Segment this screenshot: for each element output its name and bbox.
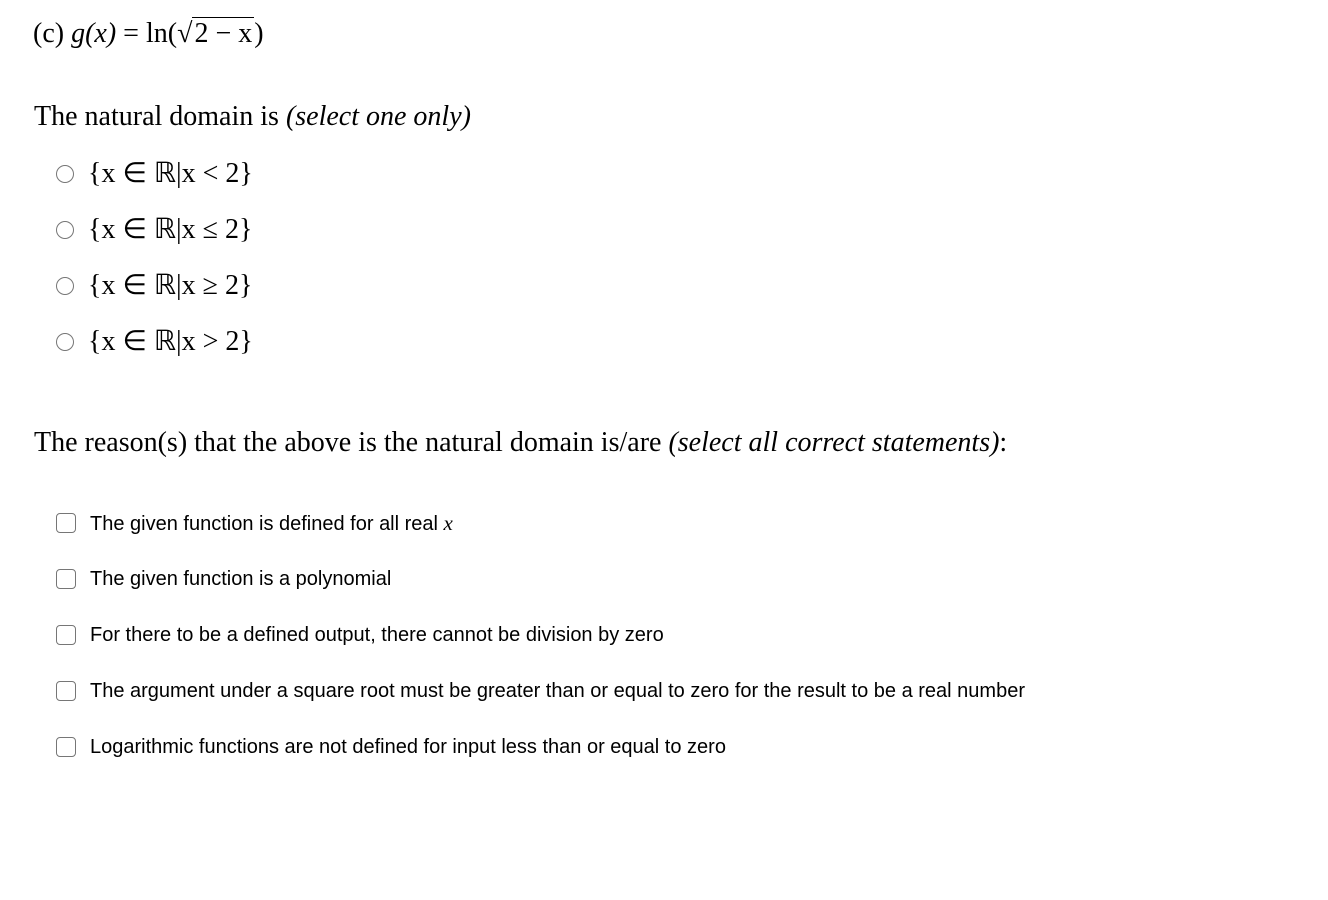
reason-option-label: For there to be a defined output, there cannot be division by zero bbox=[90, 624, 664, 646]
reason-option-label bbox=[90, 509, 453, 538]
radio-button[interactable] bbox=[56, 165, 74, 183]
function-name: g(x) bbox=[71, 18, 117, 49]
radio-button[interactable] bbox=[56, 221, 74, 239]
radicand: 2 − x bbox=[194, 18, 253, 49]
reason-option-5[interactable] bbox=[56, 719, 1025, 775]
reason-option-4[interactable] bbox=[56, 663, 1025, 719]
reason-option-label: Logarithmic functions are not defined for input less than or equal to zero bbox=[90, 736, 726, 758]
checkbox[interactable] bbox=[56, 625, 76, 645]
reason-option-label: The argument under a square root must be greater than or equal to zero for the result to be a real number bbox=[90, 680, 1025, 702]
domain-option-label: {x ∈ ℝ|x > 2} bbox=[88, 326, 253, 357]
square-root: √2 − x bbox=[177, 18, 253, 49]
radio-button[interactable] bbox=[56, 333, 74, 351]
domain-prompt-text: The natural domain is bbox=[34, 101, 279, 132]
domain-option-4[interactable] bbox=[56, 314, 253, 370]
reason-prompt bbox=[34, 423, 1007, 463]
reason-prompt-text: The reason(s) that the above is the natural domain is/are bbox=[34, 427, 662, 458]
reason-prompt-suffix: : bbox=[999, 427, 1008, 458]
domain-option-1[interactable] bbox=[56, 146, 253, 202]
reason-option-text: The given function is defined for all real bbox=[90, 512, 438, 535]
part-label: (c) bbox=[33, 18, 65, 49]
domain-option-label: {x ∈ ℝ|x ≥ 2} bbox=[88, 270, 253, 301]
reason-option-math: x bbox=[443, 510, 453, 535]
domain-option-3[interactable] bbox=[56, 258, 253, 314]
domain-radio-group bbox=[56, 146, 253, 370]
reason-option-2[interactable] bbox=[56, 551, 1025, 607]
domain-option-2[interactable] bbox=[56, 202, 253, 258]
domain-option-label: {x ∈ ℝ|x ≤ 2} bbox=[88, 214, 253, 245]
radio-button[interactable] bbox=[56, 277, 74, 295]
domain-option-label: {x ∈ ℝ|x < 2} bbox=[88, 158, 253, 189]
checkbox[interactable] bbox=[56, 513, 76, 533]
reason-checkbox-group bbox=[56, 495, 1025, 775]
reason-option-label: The given function is a polynomial bbox=[90, 568, 392, 590]
domain-prompt bbox=[34, 97, 471, 137]
checkbox[interactable] bbox=[56, 681, 76, 701]
reason-option-1[interactable] bbox=[56, 495, 1025, 551]
checkbox[interactable] bbox=[56, 569, 76, 589]
reason-option-3[interactable] bbox=[56, 607, 1025, 663]
ln-close: ) bbox=[254, 18, 264, 49]
equals-sign: = bbox=[123, 18, 139, 49]
reason-prompt-hint: (select all correct statements) bbox=[668, 427, 1000, 458]
domain-prompt-hint: (select one only) bbox=[285, 101, 471, 132]
ln-open: ln( bbox=[145, 18, 178, 49]
question-function bbox=[33, 14, 264, 54]
checkbox[interactable] bbox=[56, 737, 76, 757]
